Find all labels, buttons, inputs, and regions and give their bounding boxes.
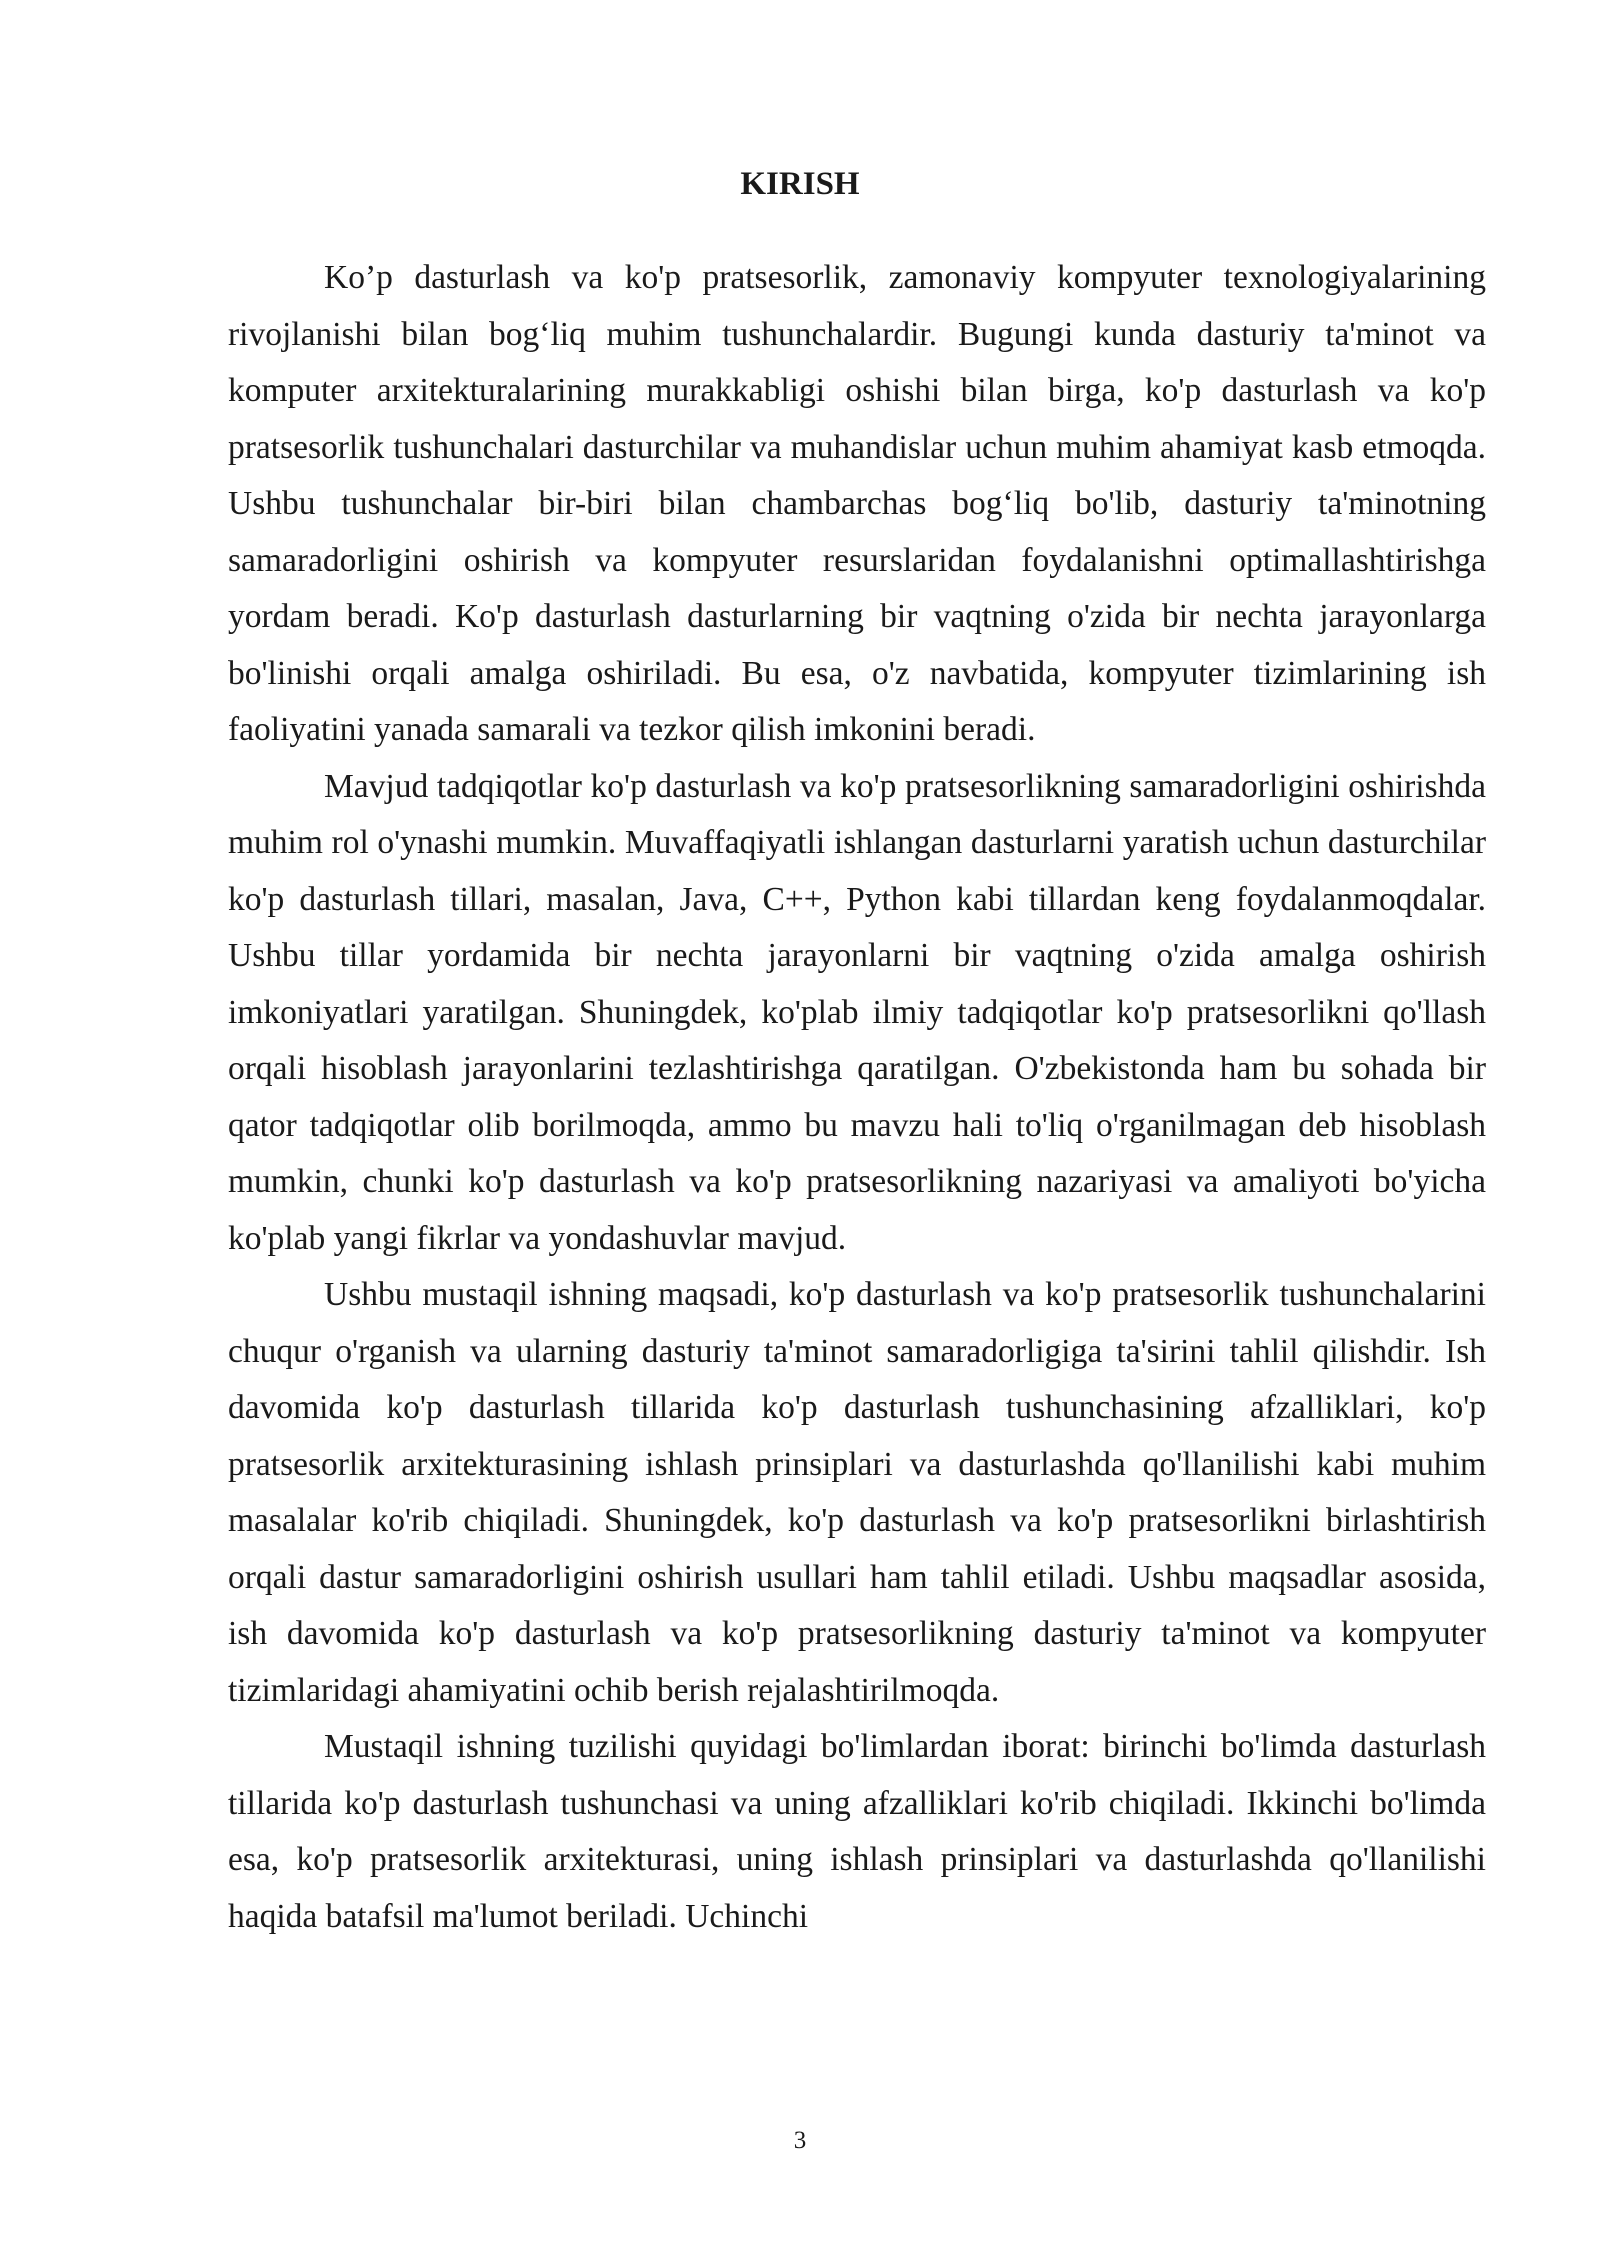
page-number: 3 — [793, 2127, 807, 2154]
paragraph-4: Mustaqil ishning tuzilishi quyidagi bo'limlardan iborat: birinchi bo'limda dasturlash tillarida ko'p dasturlash tushunchasi va uning afzalliklari ko'rib chiqiladi. Ikkinchi bo'limda esa, ko'p pratsesorlik arxitekturasi, uning ishlash prinsiplari va dasturlashda qo'llanilishi haqida batafsil ma'lumot beriladi. Uchinchi — [228, 1728, 1486, 1935]
body-text — [228, 250, 1486, 1945]
paragraph-2: Mavjud tadqiqotlar ko'p dasturlash va ko'p pratsesorlikning samaradorligini oshirishda muhim rol o'ynashi mumkin. Muvaffaqiyatli ishlangan dasturlarni yaratish uchun dasturchilar ko'p dasturlash tillari, masalan, Java, C++, Python kabi tillardan keng foydalanmoqdalar. Ushbu tillar yordamida bir nechta jarayonlarni bir vaqtning o'zida amalga oshirish imkoniyatlari yaratilgan. Shuningdek, ko'plab ilmiy tadqiqotlar ko'p pratsesorlikni qo'llash orqali hisoblash jarayonlarini tezlashtirishga qaratilgan. O'zbekistonda ham bu sohada bir qator tadqiqotlar olib borilmoqda, ammo bu mavzu hali to'liq o'rganilmagan deb hisoblash mumkin, chunki ko'p dasturlash va ko'p pratsesorlikning nazariyasi va amaliyoti bo'yicha ko'plab yangi fikrlar va yondashuvlar mavjud. — [228, 767, 1486, 1257]
paragraph-1: Ko’p dasturlash va ko'p pratsesorlik, zamonaviy kompyuter texnologiyalarining rivojlanishi bilan bog‘liq muhim tushunchalardir. Bugungi kunda dasturiy ta'minot va komputer arxitekturalarining murakkabligi oshishi bilan birga, ko'p dasturlash va ko'p pratsesorlik tushunchalari dasturchilar va muhandislar uchun muhim ahamiyat kasb etmoqda. Ushbu tushunchalar bir-biri bilan chambarchas bog‘liq bo'lib, dasturiy ta'minotning samaradorligini oshirish va kompyuter resurslaridan foydalanishni optimallashtirishga yordam beradi. Ko'p dasturlash dasturlarning bir vaqtning o'zida bir nechta jarayonlarga bo'linishi orqali amalga oshiriladi. Bu esa, o'z navbatida, kompyuter tizimlarining ish faoliyatini yanada samarali va tezkor qilish imkonini beradi. — [228, 259, 1486, 748]
paragraph-3: Ushbu mustaqil ishning maqsadi, ko'p dasturlash va ko'p pratsesorlik tushunchalarini chuqur o'rganish va ularning dasturiy ta'minot samaradorligiga ta'sirini tahlil qilishdir. Ish davomida ko'p dasturlash tillarida ko'p dasturlash tushunchasining afzalliklari, ko'p pratsesorlik arxitekturasining ishlash prinsiplari va dasturlashda qo'llanilishi kabi muhim masalalar ko'rib chiqiladi. Shuningdek, ko'p dasturlash va ko'p pratsesorlikni birlashtirish orqali dastur samaradorligini oshirish usullari ham tahlil etiladi. Ushbu maqsadlar asosida, ish davomida ko'p dasturlash va ko'p pratsesorlikning dasturiy ta'minot va kompyuter tizimlaridagi ahamiyatini ochib berish rejalashtirilmoqda. — [228, 1276, 1486, 1709]
page-title: KIRISH — [740, 166, 860, 202]
